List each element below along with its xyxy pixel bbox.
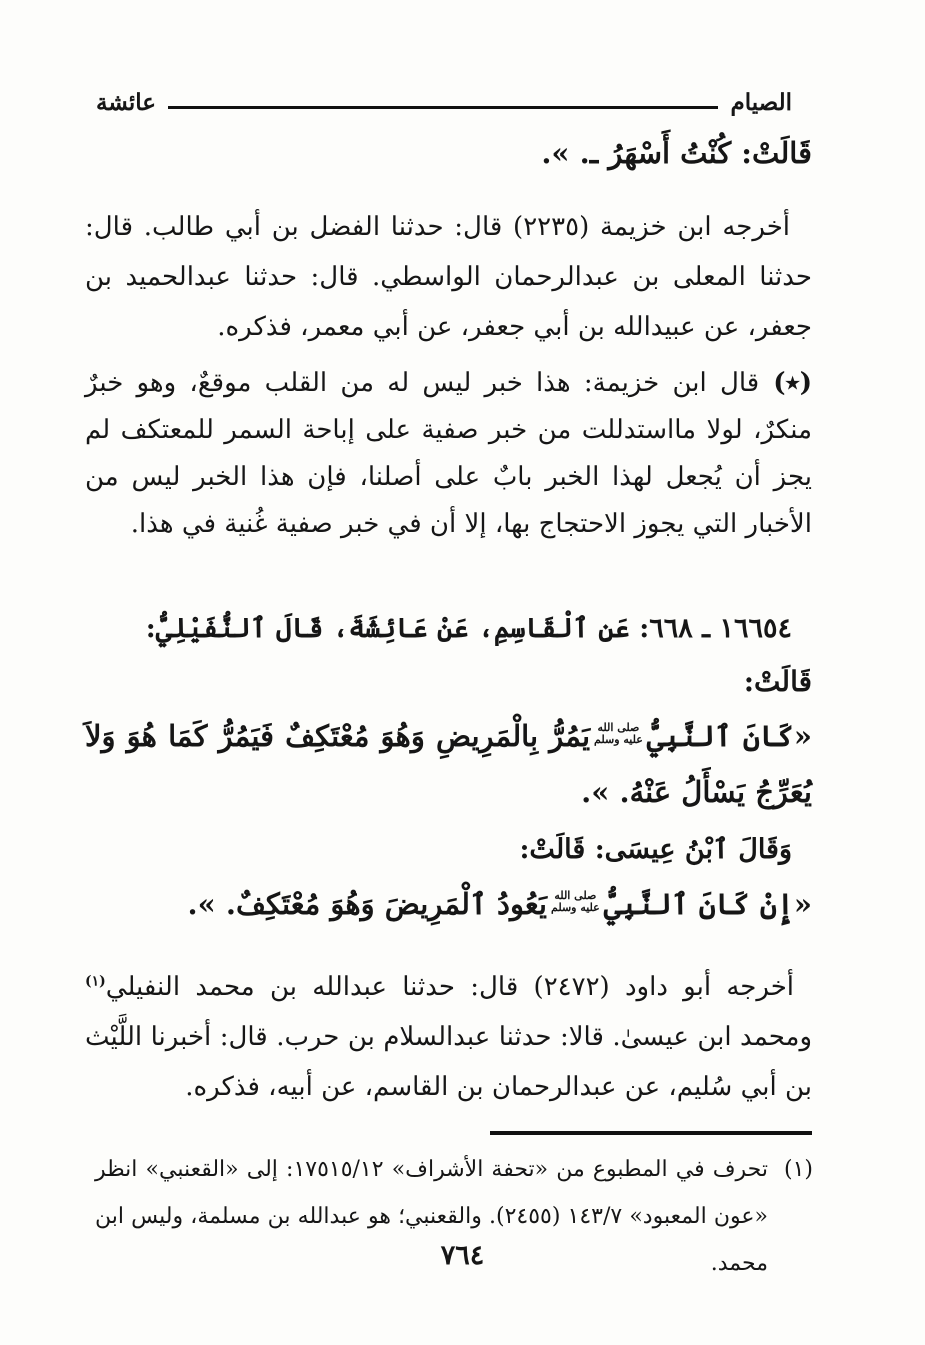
variant-text-before: «إِنْ كَانَ ٱلنَّبِيُّ [603,887,812,921]
main-text-column [85,126,812,1112]
hadith-opening-line: قَالَتْ: كُنْتُ أَسْهَرُ ـ. ». [541,136,812,170]
comment-text: قال ابن خزيمة: هذا خبر ليس له من القلب موقعٌ، وهو خبرٌ منكرٌ، لولا مااستدللت من خبر صفية على إباحة السمر للمعتكف لم يجز أن يُجعل لهذا الخبر بابٌ على أصلنا، فإن هذا الخبر ليس من الأخبار التي يجوز الاحتجاج بها، إلا أن في خبر صفية غُنية في هذا. [85,368,812,539]
hadith-number: ١٦٦٥٤ ـ ٦٦٨: [639,613,792,644]
salla-honorific [551,890,600,914]
honorific-top: صلى الله [597,721,640,734]
chapter-title: الصيام [730,89,792,116]
variant-text-after: يَعُودُ ٱلْمَرِيضَ وَهُوَ مُعْتَكِفٌ. ». [187,887,547,921]
takhrij-abu-dawud [85,962,812,1112]
hadith-variant-matn [85,876,812,932]
honorific-top: صلى الله [554,889,597,902]
variant-intro: وَقَالَ ٱبْنُ عِيسَى: قَالَتْ: [519,834,792,865]
page-number: ٧٦٤ [440,1240,485,1271]
hadith-matn [85,708,812,820]
footnote-separator-rule [490,1131,812,1135]
comment-star-marker: (٭) [773,368,812,398]
honorific-bottom: عليه وسلم [551,901,600,914]
footnote-text: تحرف في المطبوع من «تحفة الأشراف» ١٧٥١٥/١٢: إلى «القعنبي» انظر «عون المعبود» ١٤٣/٧ (٢٤٥٥). والقعنبي؛ هو عبدالله بن مسلمة، وليس ابن محمد. [95,1157,768,1276]
qalat-line: قَالَتْ: [743,665,812,698]
hadith-isnad: عَنِ ٱلْقَاسِمِ، عَنْ عَائِشَةَ، قَالَ ٱلنُّفَيْلِيُّ: [145,613,630,644]
narrator-name: عائشة [96,89,156,116]
salla-honorific [594,722,643,746]
footnote-reference: (١) [85,973,106,990]
takhrij-text-after: ومحمد ابن عيسىٰ. قالا: حدثنا عبدالسلام بن حرب. قال: أخبرنا اللَّيْث بن أبي سُليم، عن عبدالرحمان بن القاسم، عن أبيه، فذكره. [85,1022,812,1102]
matn-text-before: «كَانَ ٱلنَّبِيُّ [646,719,812,753]
footnote-marker: (١) [783,1157,813,1182]
hadith-heading [85,604,812,654]
matn-text-after: يَمُرُّ بِالْمَرِيضِ وَهُوَ مُعْتَكِفٌ فَيَمُرُّ كَمَا هُوَ وَلاَ يُعَرِّجُ يَسْأَلُ عَنْهُ. ». [85,719,812,809]
page-header [96,88,792,118]
takhrij-ibn-khuzaymah: أخرجه ابن خزيمة (٢٢٣٥) قال: حدثنا الفضل بن أبي طالب. قال: حدثنا المعلى بن عبدالرحمان الواسطي. قال: حدثنا عبدالحميد بن جعفر، عن عبيدالله بن أبي جعفر، عن أبي معمر، فذكره. [85,212,812,342]
header-rule [168,106,718,109]
ibn-khuzaymah-comment [85,360,812,548]
honorific-bottom: عليه وسلم [594,733,643,746]
takhrij-text-before: أخرجه أبو داود (٢٤٧٢) قال: حدثنا عبدالله بن محمد النفيلي [105,972,794,1002]
